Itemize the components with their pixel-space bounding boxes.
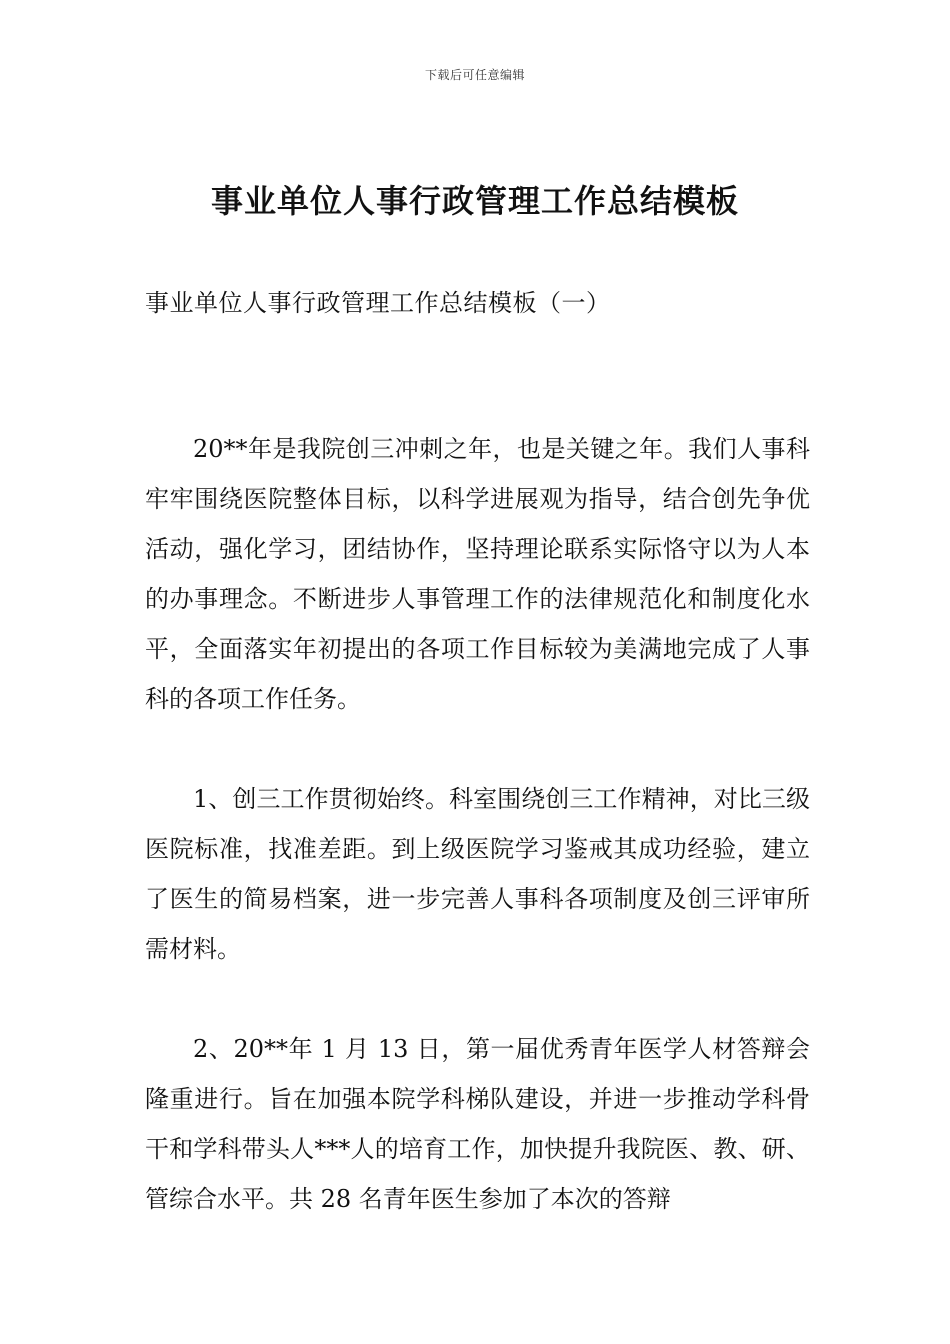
- document-subtitle: 事业单位人事行政管理工作总结模板（一）: [145, 289, 611, 317]
- header-note: 下载后可任意编辑: [424, 68, 525, 82]
- paragraph-item-1: 1、创三工作贯彻始终。科室围绕创三工作精神，对比三级医院标准，找准差距。到上级医院学习鉴戒其成功经验，建立了医生的简易档案，进一步完善人事科各项制度及创三评审所需材料。: [145, 785, 810, 963]
- paragraph-intro: 20**年是我院创三冲刺之年，也是关键之年。我们人事科牢牢围绕医院整体目标，以科学进展观为指导，结合创先争优活动，强化学习，团结协作，坚持理论联系实际恪守以为人本的办事理念。不断进步人事管理工作的法律规范化和制度化水平，全面落实年初提出的各项工作目标较为美满地完成了人事科的各项工作任务。: [145, 435, 810, 713]
- paragraph-item-2: 2、20**年 1 月 13 日，第一届优秀青年医学人材答辩会隆重进行。旨在加强本院学科梯队建设，并进一步推动学科骨干和学科带头人***人的培育工作，加快提升我院医、教、研、管综合水平。共 28 名青年医生参加了本次的答辩: [145, 1035, 810, 1213]
- document-title: 事业单位人事行政管理工作总结模板: [210, 182, 739, 220]
